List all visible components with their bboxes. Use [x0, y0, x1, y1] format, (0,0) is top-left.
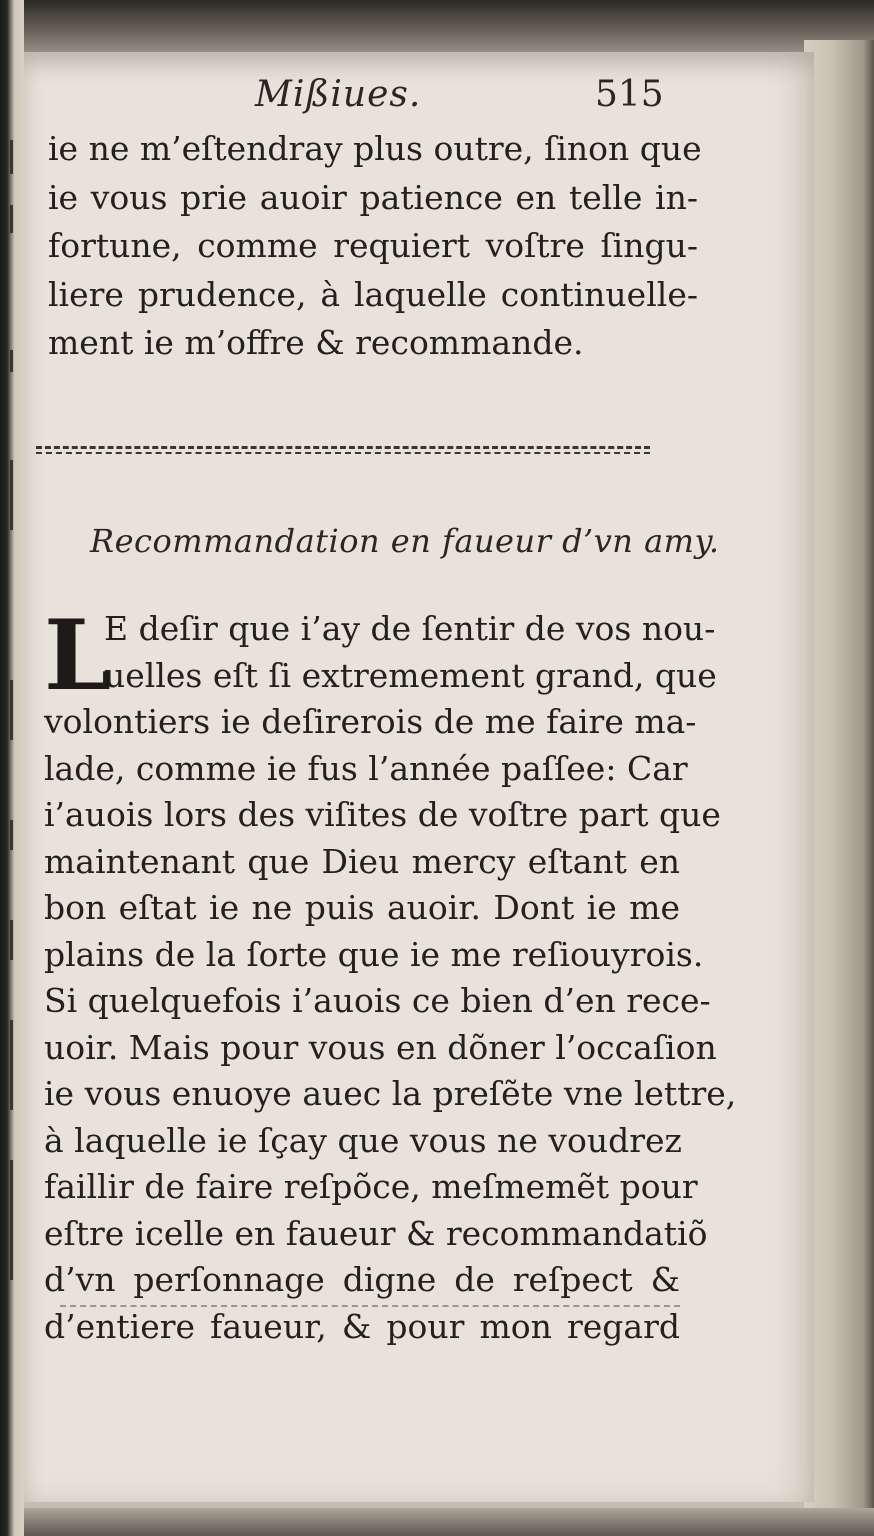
text-line: à laquelle ie ſçay que vous ne voudrez	[44, 1120, 682, 1160]
letter-heading: Recommandation en faueur d’vn amy.	[90, 522, 720, 560]
running-title: Mißiues.	[255, 74, 422, 115]
text-line: ment ie m’offre & recommande.	[48, 323, 584, 362]
show-through-marks	[60, 1305, 680, 1315]
text-line: maintenant que Dieu mercy eſtant en	[44, 841, 680, 881]
text-line: Si quelquefois i’auois ce bien d’en rece-	[44, 981, 711, 1020]
text-line: uelles eſt ſi extremement grand, que	[104, 655, 717, 695]
previous-letter-ending	[48, 125, 702, 368]
text-line: plains de la ſorte que ie me reſiouyrois.	[44, 934, 704, 974]
running-head	[255, 74, 664, 124]
text-line: d’vn perſonnage digne de reſpect &	[44, 1260, 680, 1299]
right-page-edge	[804, 40, 874, 1536]
text-line: i’auois lors des viſites de voſtre part que	[44, 795, 721, 834]
section-divider-rule	[36, 446, 650, 458]
text-line: lade, comme ie fus l’année paſſee: Car	[44, 748, 688, 788]
text-line: E deſir que i’ay de ſentir de vos nou-	[104, 609, 716, 648]
page-number: 515	[595, 74, 664, 115]
letter-body	[44, 599, 737, 1350]
text-line: ie vous prie auoir patience en telle in-	[48, 177, 698, 217]
text-line: volontiers ie deſirerois de me faire ma-	[44, 702, 697, 741]
text-line: faillir de faire reſpõce, meſmemẽt pour	[44, 1167, 698, 1206]
text-line: fortune, comme requiert voſtre ſingu-	[48, 226, 698, 265]
gutter-bleed-marks	[2, 120, 24, 1320]
text-line: d’entiere faueur, & pour mon regard	[44, 1306, 680, 1346]
text-line: eſtre icelle en faueur & recommandatiõ	[44, 1213, 708, 1253]
drop-cap: L	[44, 599, 112, 712]
text-line: uoir. Mais pour vous en dõner l’occaſion	[44, 1027, 717, 1067]
bottom-page-edge	[0, 1508, 874, 1536]
text-line: ie ne m’eſtendray plus outre, ſinon que	[48, 129, 702, 168]
text-line: liere prudence, à laquelle continuelle-	[48, 274, 698, 314]
text-line: ie vous enuoye auec la preſẽte vne lettre,	[44, 1074, 737, 1113]
text-line: bon eſtat ie ne puis auoir. Dont ie me	[44, 888, 680, 927]
